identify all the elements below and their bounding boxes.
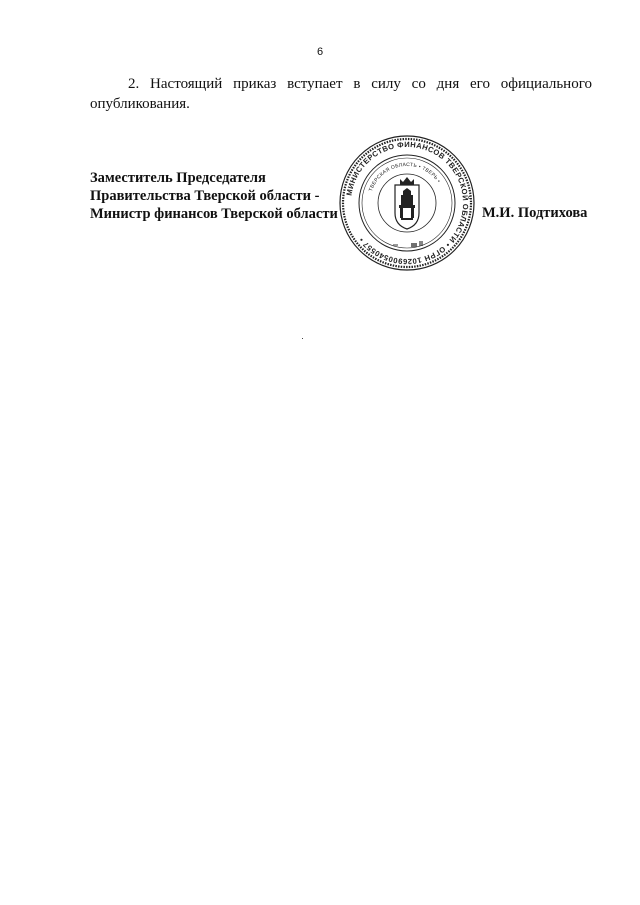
order-clause-text: 2. Настоящий приказ вступает в силу со дня его официального опубликования. [90,76,592,112]
stray-mark [302,338,303,339]
order-clause-paragraph [90,74,592,114]
signatory-position-line-1: Заместитель Председателя [90,170,266,186]
coat-of-arms-icon [395,177,419,229]
seal-bottom-marks [393,241,423,247]
page-number: 6 [316,46,324,58]
seal-inner-text: ТВЕРСКАЯ ОБЛАСТЬ • ТВЕРЬ • [368,161,442,193]
seal-graphic [337,133,477,273]
signatory-name: М.И. Подтихова [482,205,588,221]
seal-outer-text: МИНИСТЕРСТВО ФИНАНСОВ ТВЕРСКОЙ ОБЛАСТИ • ОГРН 1026900540557 • [344,139,471,267]
official-seal [337,133,477,273]
signatory-position-line-2: Правительства Тверской области - [90,188,320,204]
signatory-position-line-3: Министр финансов Тверской области [90,206,338,222]
signatory-position [90,169,338,223]
